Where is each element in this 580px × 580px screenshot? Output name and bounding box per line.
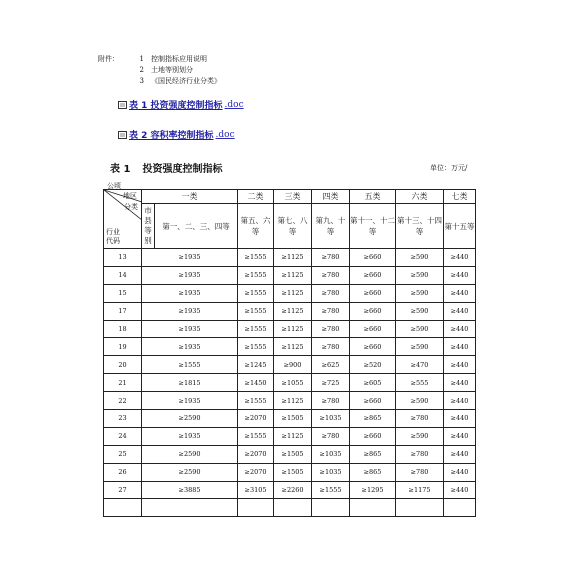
value-cell: ≥590 xyxy=(396,320,444,338)
value-cell: ≥1295 xyxy=(350,481,396,499)
table-row xyxy=(104,410,476,428)
industry-code-cell: 19 xyxy=(104,338,142,356)
table2-doc-link[interactable]: 表 2 容积率控制指标 .doc xyxy=(118,128,235,141)
table-row xyxy=(104,427,476,445)
industry-code-cell xyxy=(104,499,142,517)
value-cell: ≥440 xyxy=(444,266,476,284)
table-row xyxy=(104,338,476,356)
unit-label: 单位：万元/ xyxy=(430,164,468,172)
value-cell: ≥660 xyxy=(350,427,396,445)
value-cell: ≥440 xyxy=(444,427,476,445)
region-header: 一类 xyxy=(142,190,238,204)
value-cell: ≥1450 xyxy=(238,374,274,392)
industry-code-cell: 21 xyxy=(104,374,142,392)
value-cell: ≥3885 xyxy=(142,481,238,499)
value-cell: ≥1125 xyxy=(274,320,312,338)
table-row xyxy=(104,284,476,302)
table-row xyxy=(104,499,476,517)
value-cell: ≥2260 xyxy=(274,481,312,499)
industry-code-cell: 13 xyxy=(104,249,142,267)
attachment-item: 附件： 1 控制指标应用说明 xyxy=(98,55,207,63)
value-cell: ≥780 xyxy=(396,445,444,463)
value-cell: ≥1125 xyxy=(274,266,312,284)
value-cell: ≥520 xyxy=(350,356,396,374)
value-cell: ≥780 xyxy=(312,338,350,356)
industry-code-cell: 22 xyxy=(104,392,142,410)
value-cell: ≥780 xyxy=(312,302,350,320)
value-cell: ≥1035 xyxy=(312,445,350,463)
value-cell: ≥1245 xyxy=(238,356,274,374)
value-cell: ≥780 xyxy=(312,392,350,410)
value-cell: ≥900 xyxy=(274,356,312,374)
value-cell xyxy=(312,499,350,517)
value-cell: ≥1125 xyxy=(274,302,312,320)
industry-code-cell: 27 xyxy=(104,481,142,499)
value-cell: ≥590 xyxy=(396,338,444,356)
value-cell: ≥590 xyxy=(396,302,444,320)
city-grade-label: 市县等别 xyxy=(142,204,155,249)
value-cell: ≥1175 xyxy=(396,481,444,499)
value-cell: ≥590 xyxy=(396,427,444,445)
value-cell: ≥440 xyxy=(444,302,476,320)
value-cell: ≥1555 xyxy=(238,284,274,302)
value-cell: ≥2070 xyxy=(238,410,274,428)
value-cell xyxy=(274,499,312,517)
grade-header: 第一、二、三、四等 xyxy=(155,204,238,249)
grade-header: 第十五等 xyxy=(444,204,476,249)
value-cell xyxy=(238,499,274,517)
value-cell: ≥2590 xyxy=(142,410,238,428)
region-header: 五类 xyxy=(350,190,396,204)
document-link-icon xyxy=(118,101,127,109)
value-cell: ≥1505 xyxy=(274,445,312,463)
value-cell: ≥1035 xyxy=(312,410,350,428)
value-cell: ≥440 xyxy=(444,481,476,499)
value-cell: ≥590 xyxy=(396,266,444,284)
table-corner-header: 地区 分类 行业 代码 xyxy=(104,190,142,249)
attachments-label: 附件： xyxy=(98,55,119,63)
value-cell: ≥1555 xyxy=(238,302,274,320)
value-cell: ≥440 xyxy=(444,374,476,392)
industry-code-cell: 14 xyxy=(104,266,142,284)
value-cell: ≥1555 xyxy=(238,338,274,356)
value-cell: ≥2590 xyxy=(142,463,238,481)
value-cell: ≥1935 xyxy=(142,249,238,267)
table-row xyxy=(104,302,476,320)
value-cell: ≥440 xyxy=(444,338,476,356)
value-cell: ≥1125 xyxy=(274,427,312,445)
value-cell: ≥440 xyxy=(444,320,476,338)
value-cell: ≥1815 xyxy=(142,374,238,392)
table1-doc-link[interactable]: 表 1 投资强度控制指标 .doc xyxy=(118,98,244,111)
industry-code-cell: 20 xyxy=(104,356,142,374)
table-body xyxy=(104,249,476,517)
value-cell: ≥780 xyxy=(396,410,444,428)
value-cell: ≥440 xyxy=(444,356,476,374)
table-row xyxy=(104,266,476,284)
grade-header: 第十三、十四等 xyxy=(396,204,444,249)
attachment-item: 3 《国民经济行业分类》 xyxy=(139,77,221,85)
value-cell xyxy=(350,499,396,517)
value-cell: ≥1935 xyxy=(142,284,238,302)
value-cell: ≥780 xyxy=(396,463,444,481)
value-cell: ≥470 xyxy=(396,356,444,374)
grade-header: 第五、六等 xyxy=(238,204,274,249)
value-cell: ≥590 xyxy=(396,249,444,267)
value-cell: ≥1555 xyxy=(238,392,274,410)
value-cell: ≥1555 xyxy=(238,427,274,445)
unit-label-cont: 公顷 xyxy=(107,182,121,190)
investment-intensity-table xyxy=(103,189,476,517)
value-cell: ≥660 xyxy=(350,320,396,338)
value-cell: ≥440 xyxy=(444,249,476,267)
value-cell: ≥1125 xyxy=(274,338,312,356)
value-cell: ≥660 xyxy=(350,302,396,320)
value-cell: ≥660 xyxy=(350,266,396,284)
value-cell: ≥1125 xyxy=(274,249,312,267)
table-row xyxy=(104,356,476,374)
table-row xyxy=(104,249,476,267)
value-cell: ≥605 xyxy=(350,374,396,392)
table-row xyxy=(104,392,476,410)
region-header: 七类 xyxy=(444,190,476,204)
value-cell xyxy=(142,499,238,517)
value-cell: ≥1505 xyxy=(274,410,312,428)
value-cell: ≥1555 xyxy=(238,266,274,284)
grade-header: 第七、八等 xyxy=(274,204,312,249)
table-title: 表 1 投资强度控制指标 xyxy=(110,164,223,175)
value-cell: ≥1555 xyxy=(238,320,274,338)
value-cell: ≥865 xyxy=(350,410,396,428)
value-cell: ≥1125 xyxy=(274,284,312,302)
industry-code-cell: 25 xyxy=(104,445,142,463)
value-cell: ≥590 xyxy=(396,284,444,302)
document-link-icon xyxy=(118,131,127,139)
value-cell: ≥780 xyxy=(312,249,350,267)
grade-header: 第十一、十二等 xyxy=(350,204,396,249)
value-cell: ≥1555 xyxy=(312,481,350,499)
value-cell: ≥1505 xyxy=(274,463,312,481)
value-cell: ≥440 xyxy=(444,445,476,463)
value-cell: ≥725 xyxy=(312,374,350,392)
industry-code-cell: 26 xyxy=(104,463,142,481)
value-cell: ≥1935 xyxy=(142,320,238,338)
value-cell: ≥440 xyxy=(444,463,476,481)
industry-code-cell: 15 xyxy=(104,284,142,302)
value-cell: ≥660 xyxy=(350,392,396,410)
value-cell: ≥865 xyxy=(350,445,396,463)
value-cell: ≥2070 xyxy=(238,463,274,481)
value-cell: ≥440 xyxy=(444,392,476,410)
value-cell: ≥1935 xyxy=(142,427,238,445)
value-cell: ≥660 xyxy=(350,338,396,356)
table-row xyxy=(104,463,476,481)
table-row xyxy=(104,481,476,499)
table-row xyxy=(104,374,476,392)
value-cell: ≥780 xyxy=(312,427,350,445)
value-cell xyxy=(444,499,476,517)
value-cell: ≥440 xyxy=(444,410,476,428)
attachments-list xyxy=(98,54,221,87)
industry-code-cell: 24 xyxy=(104,427,142,445)
value-cell: ≥2070 xyxy=(238,445,274,463)
value-cell: ≥2590 xyxy=(142,445,238,463)
grade-header: 第九、十等 xyxy=(312,204,350,249)
value-cell: ≥1555 xyxy=(238,249,274,267)
value-cell: ≥660 xyxy=(350,249,396,267)
value-cell: ≥590 xyxy=(396,392,444,410)
value-cell: ≥555 xyxy=(396,374,444,392)
value-cell: ≥1555 xyxy=(142,356,238,374)
value-cell: ≥780 xyxy=(312,284,350,302)
value-cell: ≥780 xyxy=(312,266,350,284)
industry-code-cell: 18 xyxy=(104,320,142,338)
value-cell: ≥1935 xyxy=(142,266,238,284)
table-row xyxy=(104,445,476,463)
value-cell: ≥1935 xyxy=(142,392,238,410)
region-header: 六类 xyxy=(396,190,444,204)
table-row xyxy=(104,320,476,338)
attachment-item: 2 土地等别划分 xyxy=(139,66,193,74)
value-cell: ≥1935 xyxy=(142,302,238,320)
region-header: 二类 xyxy=(238,190,274,204)
value-cell: ≥660 xyxy=(350,284,396,302)
value-cell: ≥625 xyxy=(312,356,350,374)
region-header: 四类 xyxy=(312,190,350,204)
industry-code-cell: 23 xyxy=(104,410,142,428)
region-header: 三类 xyxy=(274,190,312,204)
value-cell: ≥1125 xyxy=(274,392,312,410)
value-cell: ≥865 xyxy=(350,463,396,481)
value-cell: ≥1055 xyxy=(274,374,312,392)
value-cell: ≥1935 xyxy=(142,338,238,356)
value-cell: ≥1035 xyxy=(312,463,350,481)
value-cell: ≥440 xyxy=(444,284,476,302)
value-cell: ≥780 xyxy=(312,320,350,338)
value-cell xyxy=(396,499,444,517)
value-cell: ≥3105 xyxy=(238,481,274,499)
industry-code-cell: 17 xyxy=(104,302,142,320)
